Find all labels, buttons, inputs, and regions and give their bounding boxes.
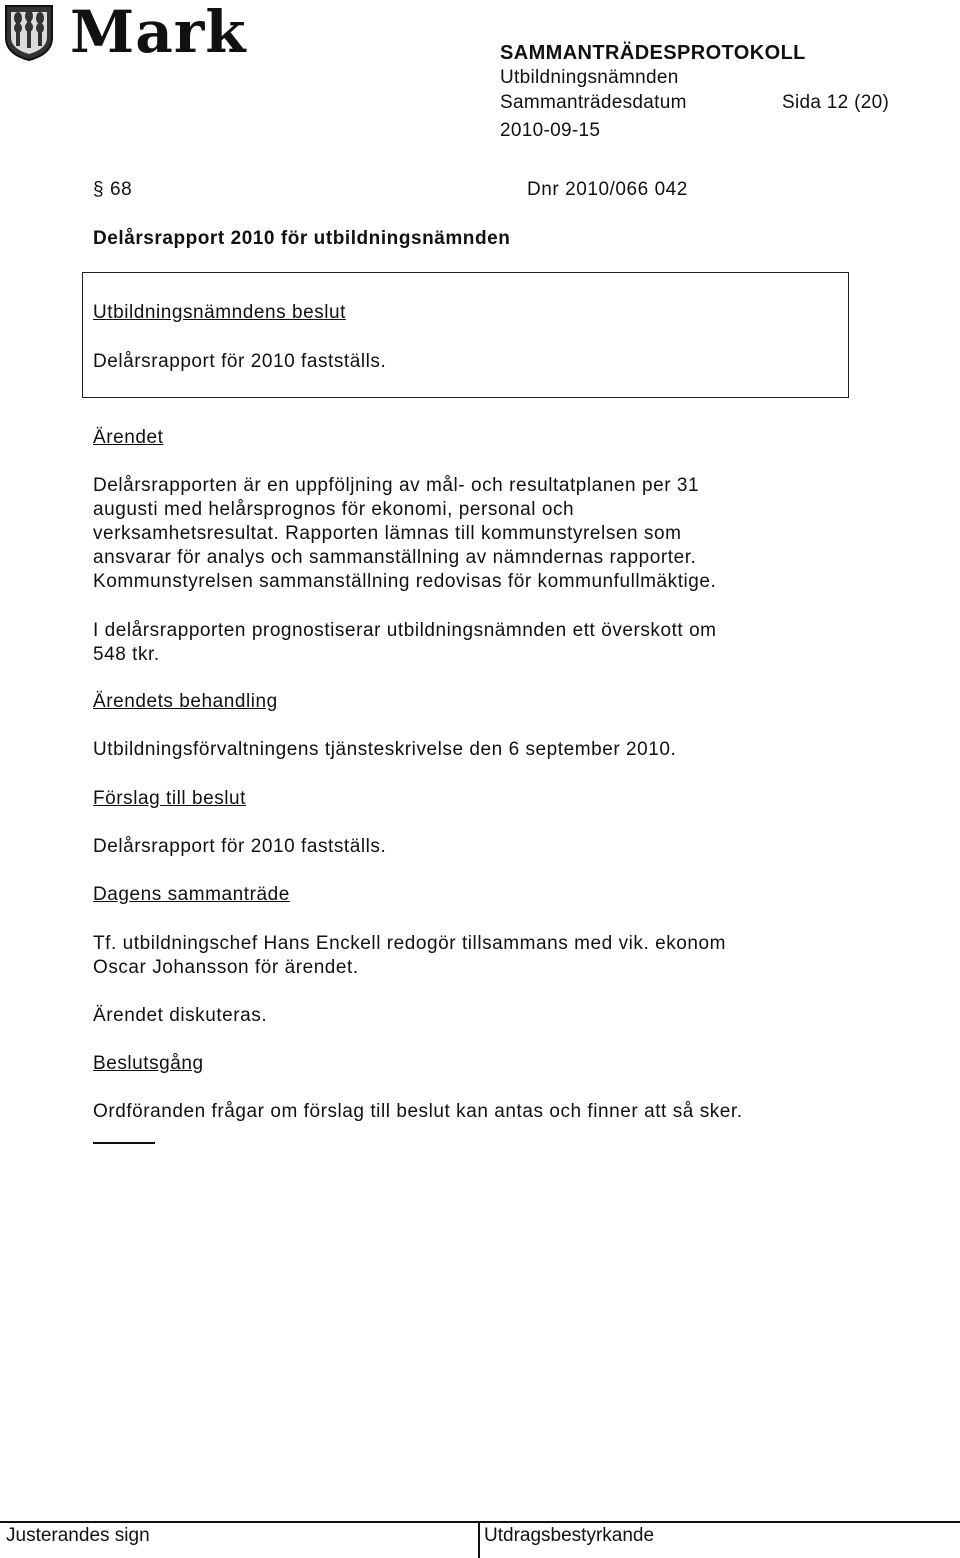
case-number: Dnr 2010/066 042: [527, 179, 688, 200]
arendet-line: Delårsrapporten är en uppföljning av mål- och resultatplanen per 31: [93, 475, 700, 496]
end-rule: [93, 1142, 155, 1144]
document-type: SAMMANTRÄDESPROTOKOLL: [500, 42, 806, 64]
paragraph-number: § 68: [93, 179, 133, 200]
section-heading-arendet: Ärendet: [93, 427, 164, 448]
forslag-text: Delårsrapport för 2010 fastställs.: [93, 836, 387, 857]
arendet-line: ansvarar för analys och sammanställning av nämndernas rapporter.: [93, 547, 697, 568]
municipality-shield-icon: [4, 4, 54, 62]
dagens-line: Tf. utbildningschef Hans Enckell redogör tillsammans med vik. ekonom: [93, 933, 726, 954]
prognosis-line: I delårsrapporten prognostiserar utbildningsnämnden ett överskott om: [93, 620, 717, 641]
meeting-date-label: Sammanträdesdatum: [500, 92, 687, 113]
dagens-line: Oscar Johansson för ärendet.: [93, 957, 359, 978]
arendet-line: augusti med helårsprognos för ekonomi, personal och: [93, 499, 575, 520]
municipality-logo-text: Mark: [70, 0, 247, 66]
arendet-line: Kommunstyrelsen sammanställning redovisas för kommunfullmäktige.: [93, 571, 717, 592]
footer-signature-label: Justerandes sign: [6, 1525, 150, 1546]
section-heading-beslutsgang: Beslutsgång: [93, 1053, 204, 1074]
discussion-text: Ärendet diskuteras.: [93, 1005, 268, 1026]
arendet-line: verksamhetsresultat. Rapporten lämnas till kommunstyrelsen som: [93, 523, 682, 544]
footer-divider: [0, 1521, 960, 1523]
committee-name: Utbildningsnämnden: [500, 67, 679, 88]
section-heading-dagens: Dagens sammanträde: [93, 884, 290, 905]
behandling-text: Utbildningsförvaltningens tjänsteskrivelse den 6 september 2010.: [93, 739, 677, 760]
footer-column-divider: [478, 1521, 480, 1558]
page-indicator: Sida 12 (20): [782, 92, 890, 113]
footer-certification-label: Utdragsbestyrkande: [484, 1525, 655, 1546]
prognosis-line: 548 tkr.: [93, 644, 160, 665]
case-title: Delårsrapport 2010 för utbildningsnämnden: [93, 228, 511, 249]
section-heading-behandling: Ärendets behandling: [93, 691, 278, 712]
decision-box: [82, 272, 849, 398]
section-heading-forslag: Förslag till beslut: [93, 788, 247, 809]
decision-heading: Utbildningsnämndens beslut: [93, 302, 347, 323]
meeting-date: 2010-09-15: [500, 120, 601, 141]
decision-text: Delårsrapport för 2010 fastställs.: [93, 351, 387, 372]
beslutsgang-text: Ordföranden frågar om förslag till beslut kan antas och finner att så sker.: [93, 1101, 743, 1122]
